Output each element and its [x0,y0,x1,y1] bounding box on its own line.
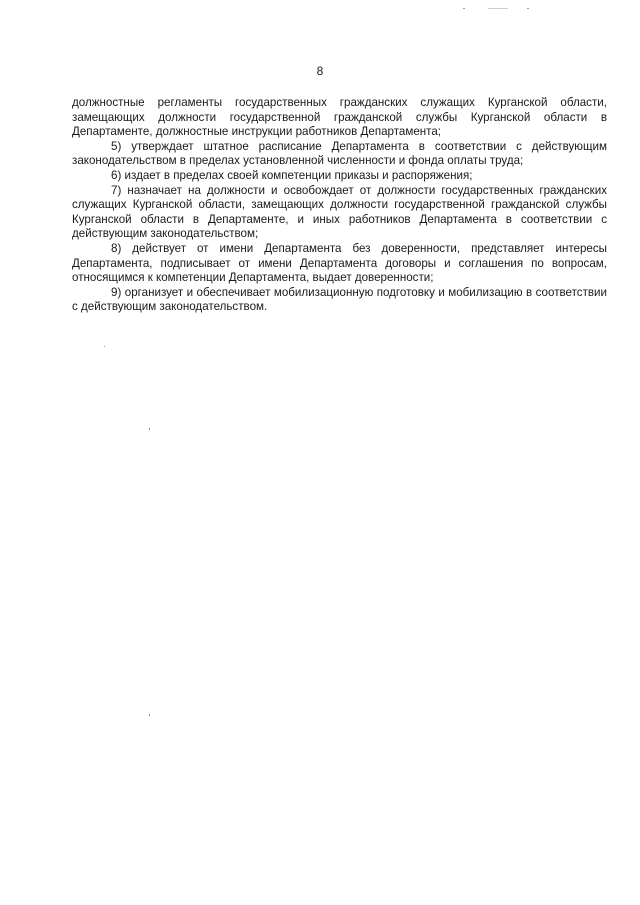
paragraph-item-6: 6) издает в пределах своей компетенции приказы и распоряжения; [111,168,473,182]
scan-speck [527,8,529,9]
scan-speck [463,8,465,9]
paragraph-item-7: 7) назначает на должности и освобождает от должности государственных гражданских служащих Курганской области, замещающих должности государственной гражданской службы Курганской области в Департаменте, и иных работников Департамента в соответствии с действующим законодательством; [72,183,607,241]
scan-speck [149,714,150,716]
body-text [72,96,607,315]
scan-speck [488,8,508,9]
page-number: 8 [316,64,324,78]
paragraph-continuation: должностные регламенты государственных гражданских служащих Курганской области, замещающих должности государственной гражданской службы Курганской области в Департаменте, должностные инструкции работников Департамента; [72,96,607,139]
scan-speck [104,346,105,347]
paragraph-item-5: 5) утверждает штатное расписание Департамента в соответствии с действующим законодательством в пределах установленной численности и фонда оплаты труда; [72,139,607,168]
scan-speck [149,428,150,430]
paragraph-item-9: 9) организует и обеспечивает мобилизационную подготовку и мобилизацию в соответствии с действующим законодательством. [72,285,607,314]
paragraph-item-8: 8) действует от имени Департамента без доверенности, представляет интересы Департамента, подписывает от имени Департамента договоры и соглашения по вопросам, относящимся к компетенции Департамента, выдает доверенности; [72,241,607,285]
